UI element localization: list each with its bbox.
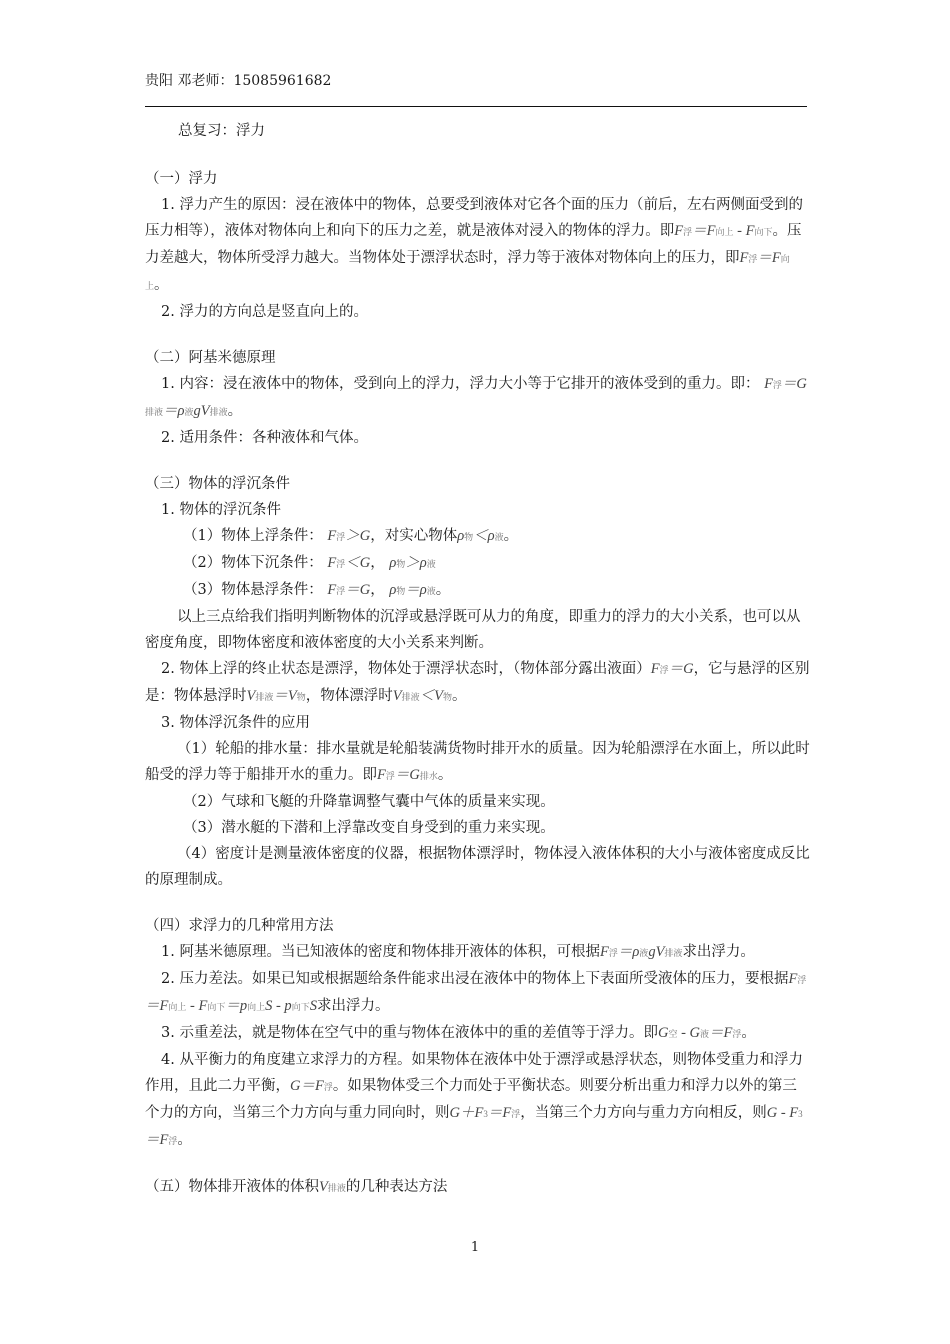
formula: V排液＜V物 (392, 688, 452, 704)
formula: V排液＝V物 (246, 688, 306, 704)
paragraph: （4）密度计是测量液体密度的仪器，根据物体漂浮时，物体浸入液体体积的大小与液体密度成反比的原理制成。 (145, 846, 810, 888)
paragraph: 2. 物体上浮的终止状态是漂浮，物体处于漂浮状态时，（物体部分露出液面）F浮＝G，它与悬浮的区别是：物体悬浮时V排液＝V物，物体漂浮时V排液＜V物。 (145, 661, 810, 704)
condition-line: （3）物体悬浮条件： F浮＝G， ρ物＝ρ液。 (183, 582, 451, 598)
section-heading: （四）求浮力的几种常用方法 (145, 918, 334, 934)
formula: V排液 (319, 1179, 346, 1195)
section-heading: （五）物体排开液体的体积V排液的几种表达方法 (145, 1179, 448, 1195)
formula: F浮＝G (327, 582, 371, 598)
formula: G - F3＝F浮 (145, 1105, 803, 1148)
paragraph: （3）潜水艇的下潜和上浮靠改变自身受到的重力来实现。 (183, 820, 555, 836)
formula: F浮＝G (650, 661, 694, 677)
condition-line: （1）物体上浮条件： F浮＞G，对实心物体ρ物＜ρ液。 (183, 528, 519, 544)
paragraph: 4. 从平衡力的角度建立求浮力的方程。如果物体在液体中处于漂浮或悬浮状态，则物体受重力和浮力作用，且此二力平衡，G＝F浮。如果物体受三个力而处于平衡状态。则要分析出重力和浮力以外的第三个力的方向，当第三个力方向与重力同向时，则G＋F3＝F浮，当第三个力方向与重力方向相反，则G - F3＝F浮。 (145, 1052, 803, 1148)
formula: G＝F浮 (290, 1078, 333, 1094)
document-title: 总复习：浮力 (178, 123, 265, 139)
formula: F浮＝G排液＝ρ液gV排液 (145, 376, 807, 419)
formula: ρ物＝ρ液 (389, 582, 436, 598)
formula: G＋F3＝F浮 (449, 1105, 521, 1121)
paragraph: （1）轮船的排水量：排水量就是轮船装满货物时排开水的质量。因为轮船漂浮在水面上，所以此时船受的浮力等于船排开水的重力。即F浮＝G排水。 (145, 741, 810, 783)
paragraph: 3. 物体浮沉条件的应用 (161, 715, 310, 731)
formula: F浮＝G排水 (377, 767, 438, 783)
section-heading: （三）物体的浮沉条件 (145, 476, 290, 492)
formula: G空 - G液＝F浮 (657, 1025, 742, 1041)
condition-line: （2）物体下沉条件： F浮＜G， ρ物＞ρ液 (183, 555, 436, 571)
header-rule (145, 106, 807, 107)
paragraph: 2. 压力差法。如果已知或根据题给条件能求出浸在液体中的物体上下表面所受液体的压力，要根据F浮＝F向上 - F向下＝p向上S - p向下S求出浮力。 (145, 971, 807, 1014)
document-body (145, 118, 810, 1201)
paragraph: 1. 物体的浮沉条件 (161, 502, 281, 518)
section-heading: （二）阿基米德原理 (145, 350, 276, 366)
formula: F浮＞G (327, 528, 371, 544)
page-header: 贵阳 邓老师：15085961682 (145, 73, 332, 89)
paragraph: 以上三点给我们指明判断物体的沉浮或悬浮既可从力的角度，即重力的浮力的大小关系，也可以从密度角度，即物体密度和液体密度的大小关系来判断。 (145, 609, 801, 651)
paragraph: （2）气球和飞艇的升降靠调整气囊中气体的质量来实现。 (183, 794, 555, 810)
formula: ρ物＜ρ液 (457, 528, 504, 544)
paragraph: 3. 示重差法，就是物体在空气中的重与物体在液体中的重的差值等于浮力。即G空 - G液＝F浮。 (161, 1025, 756, 1041)
paragraph: 1. 内容：浸在液体中的物体，受到向上的浮力，浮力大小等于它排开的液体受到的重力。即： F浮＝G排液＝ρ液gV排液。 (145, 376, 807, 419)
formula: F浮＝F向上 (145, 250, 790, 291)
paragraph: 1. 阿基米德原理。当已知液体的密度和物体排开液体的体积，可根据F浮＝ρ液gV排液求出浮力。 (161, 944, 755, 960)
paragraph: 2. 适用条件：各种液体和气体。 (161, 430, 368, 446)
formula: ρ物＞ρ液 (389, 555, 436, 571)
paragraph: 1. 浮力产生的原因：浸在液体中的物体，总要受到液体对它各个面的压力（前后，左右两侧面受到的压力相等），液体对物体向上和向下的压力之差，就是液体对浸入的物体的浮力。即F浮＝F向上 - F向下。压力差越大，物体所受浮力越大。当物体处于漂浮状态时，浮力等于液体对物体向上的压力，即F浮＝F向上。 (145, 197, 803, 293)
page-number: 1 (470, 1240, 480, 1255)
formula: F浮＝F向上 - F向下 (674, 223, 773, 239)
paragraph: 2. 浮力的方向总是竖直向上的。 (161, 304, 368, 320)
formula: F浮＝F向上 - F向下＝p向上S - p向下S (145, 971, 807, 1014)
formula: F浮＝ρ液gV排液 (599, 944, 683, 960)
section-heading: （一）浮力 (145, 171, 218, 187)
formula: F浮＜G (327, 555, 371, 571)
